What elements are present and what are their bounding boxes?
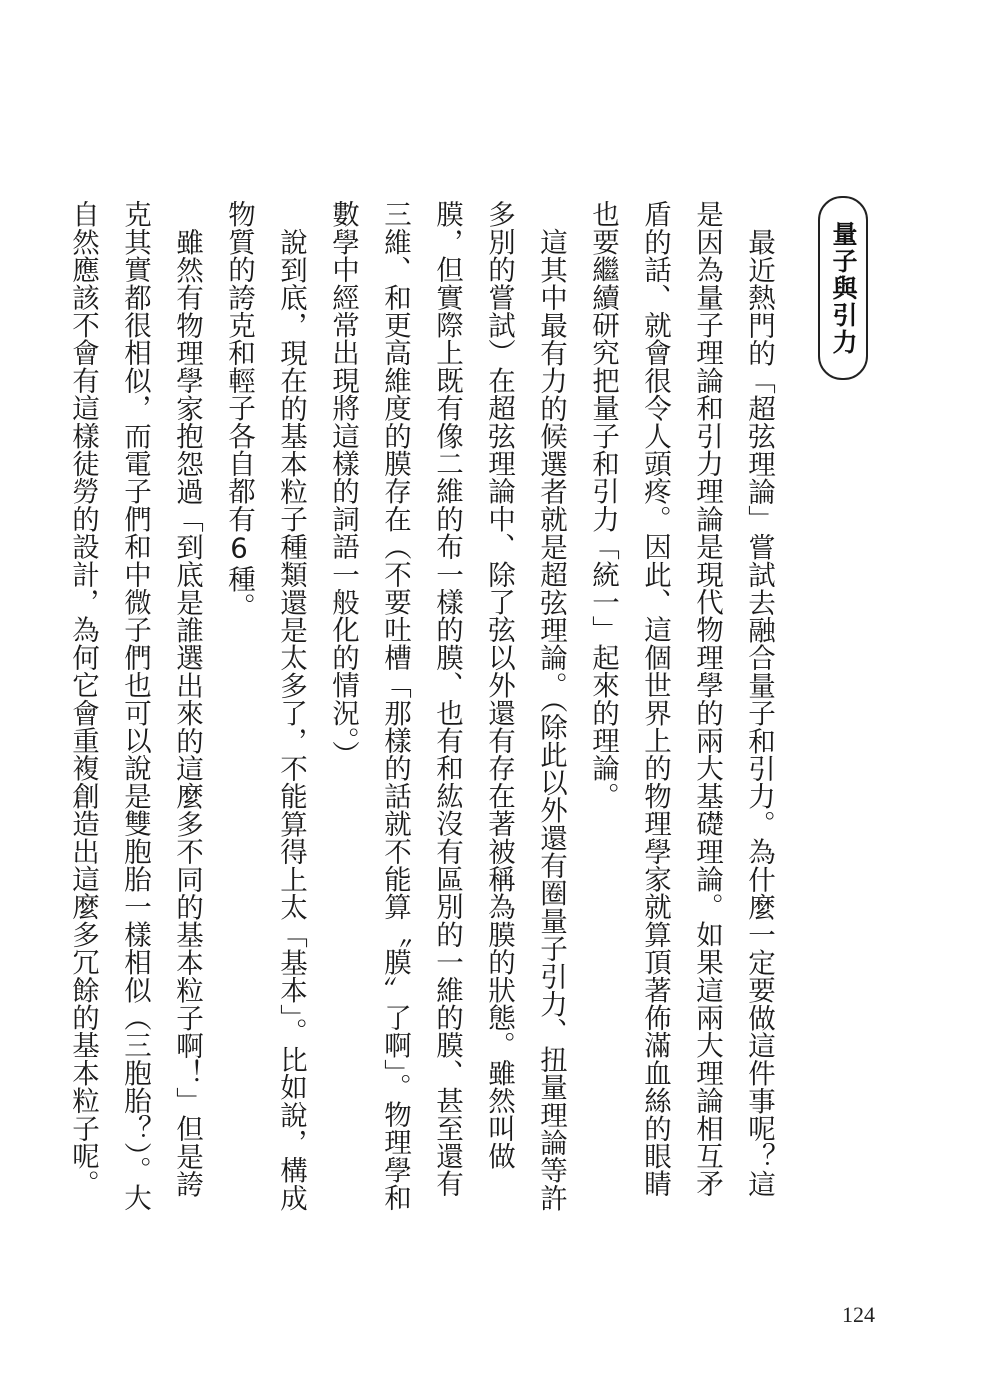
- paragraph: 最近熱門的「超弦理論」嘗試去融合量子和引力。為什麼一定要做這件事呢？這是因為量子理論和引力理論是現代物理學的兩大基礎理論。如果這兩大理論相互矛盾的話、就會很令人頭疼。因此、這個世界上的物理學家就算頂著佈滿血絲的眼睛也要繼續研究把量子和引力「統一」起來的理論。: [587, 200, 775, 1198]
- page-number: 124: [842, 1302, 875, 1327]
- section-title-badge: 量子與引力: [818, 196, 868, 380]
- body-text: [67, 200, 785, 1218]
- paragraph: 雖然有物理學家抱怨過「到底是誰選出來的這麼多不同的基本粒子啊！」但是誇克其實都很相似，而電子們和中微子們也可以說是雙胞胎一樣相似（三胞胎？）。大自然應該不會有這樣徒勞的設計，為何它會重複創造出這麼多冗餘的基本粒子呢。: [67, 200, 203, 1212]
- paragraph: 說到底，現在的基本粒子種類還是太多了，不能算得上太「基本」。比如說，構成物質的誇克和輕子各自都有6種。: [223, 200, 307, 1211]
- paragraph: 這其中最有力的候選者就是超弦理論。（除此以外還有圈量子引力、扭量理論等許多別的嘗試）在超弦理論中、除了弦以外還有存在著被稱為膜的狀態。雖然叫做膜，但實際上既有像二維的布一樣的膜、也有和紘沒有區別的一維的膜、甚至還有三維、和更高維度的膜存在（不要吐槽「那樣的話就不能算〝膜〞了啊」。物理學和數學中經常出現將這樣的詞語一般化的情況。）: [327, 200, 567, 1212]
